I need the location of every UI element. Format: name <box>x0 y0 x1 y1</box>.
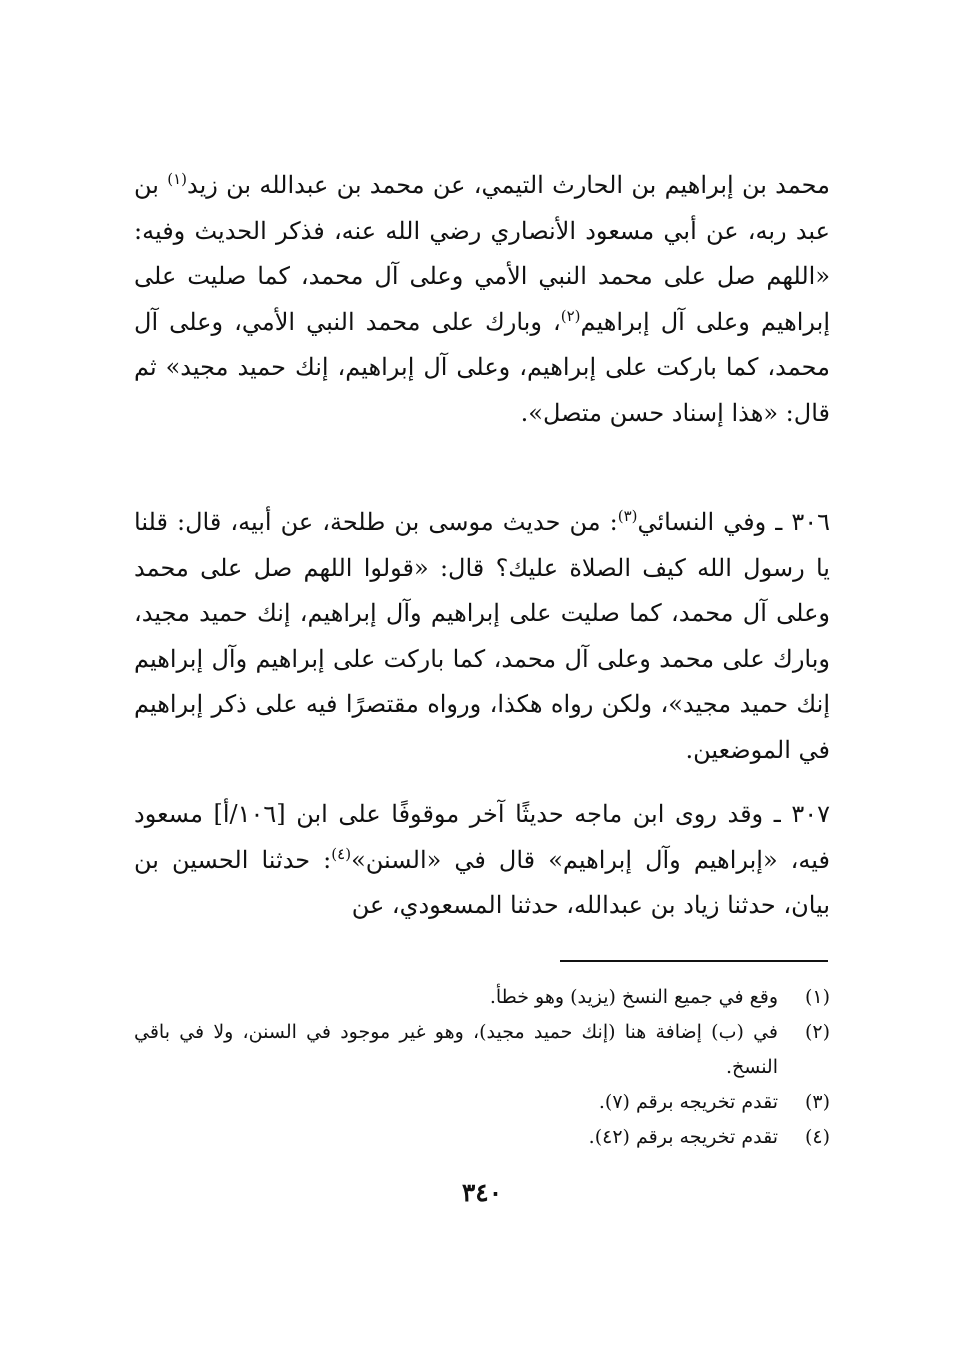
text-segment: : حدثنا الحسين بن بيان، حدثنا زياد بن عبدالله، حدثنا المسعودي، عن <box>134 845 830 919</box>
footnote-text: في (ب) إضافة هنا (إنك حميد مجيد)، وهو غير موجود في السنن، ولا في باقي النسخ. <box>134 1021 778 1078</box>
footnotes <box>134 980 830 1155</box>
text-segment: ٣٠٦ ـ وفي النسائي <box>637 508 830 536</box>
footnote-item <box>134 980 830 1015</box>
text-segment: ، وبارك على محمد النبي الأمي، وعلى آل محمد، كما باركت على إبراهيم، وعلى آل إبراهيم، إنك حميد مجيد» ثم قال: «هذا إسناد حسن متصل». <box>134 307 830 427</box>
footnote-number: (١) <box>804 986 830 1008</box>
footnote-ref-2: (٢) <box>560 306 581 325</box>
text-segment: بن عبد ربه، عن أبي مسعود الأنصاري رضي الله عنه، فذكر الحديث وفيه: «اللهم صل على محمد النبي الأمي وعلى آل محمد، كما صليت على إبراهيم وعلى آل إبراهيم <box>134 171 830 336</box>
text-segment: ٣٠٧ ـ وقد روى ابن ماجه حديثًا آخر موقوفًا على ابن [١٠٦/أ] مسعود فيه، «إبراهيم وآل إبراهيم» قال في «السنن» <box>134 800 831 874</box>
footnote-item <box>134 1120 830 1155</box>
page-number: ٣٤٠ <box>461 1178 503 1207</box>
footnote-item <box>134 1015 830 1085</box>
text-segment: : من حديث موسى بن طلحة، عن أبيه، قال: قلنا يا رسول الله كيف الصلاة عليك؟ قال: «قولوا اللهم صل على محمد وعلى آل محمد، كما صليت على إبراهيم وآل إبراهيم، إنك حميد مجيد، وبارك على محمد وعلى آل محمد، كما باركت على إبراهيم وآل إبراهيم إنك حميد مجيد»، ولكن رواه هكذا، ورواه مقتصرًا فيه على ذكر إبراهيم في الموضعين. <box>134 508 830 764</box>
text-segment: محمد بن إبراهيم بن الحارث التيمي، عن محمد بن عبدالله بن زيد <box>187 171 830 199</box>
footnote-number: (٣) <box>804 1091 830 1113</box>
paragraph-307 <box>134 792 830 929</box>
paragraph-306 <box>134 500 830 773</box>
footnote-divider <box>560 960 828 962</box>
footnote-number: (٢) <box>804 1021 830 1043</box>
paragraph-1 <box>134 163 830 436</box>
footnote-text: تقدم تخريجه برقم (٤٢). <box>588 1126 778 1148</box>
footnote-number: (٤) <box>804 1126 830 1148</box>
footnote-text: تقدم تخريجه برقم (٧). <box>598 1091 778 1113</box>
footnote-item <box>134 1085 830 1120</box>
footnote-ref-4: (٤) <box>331 844 352 863</box>
footnote-ref-3: (٣) <box>617 507 638 525</box>
footnote-text: وقع في جميع النسخ (يزيد) وهو خطأ. <box>489 986 778 1008</box>
footnote-ref-1: (١) <box>167 170 187 188</box>
